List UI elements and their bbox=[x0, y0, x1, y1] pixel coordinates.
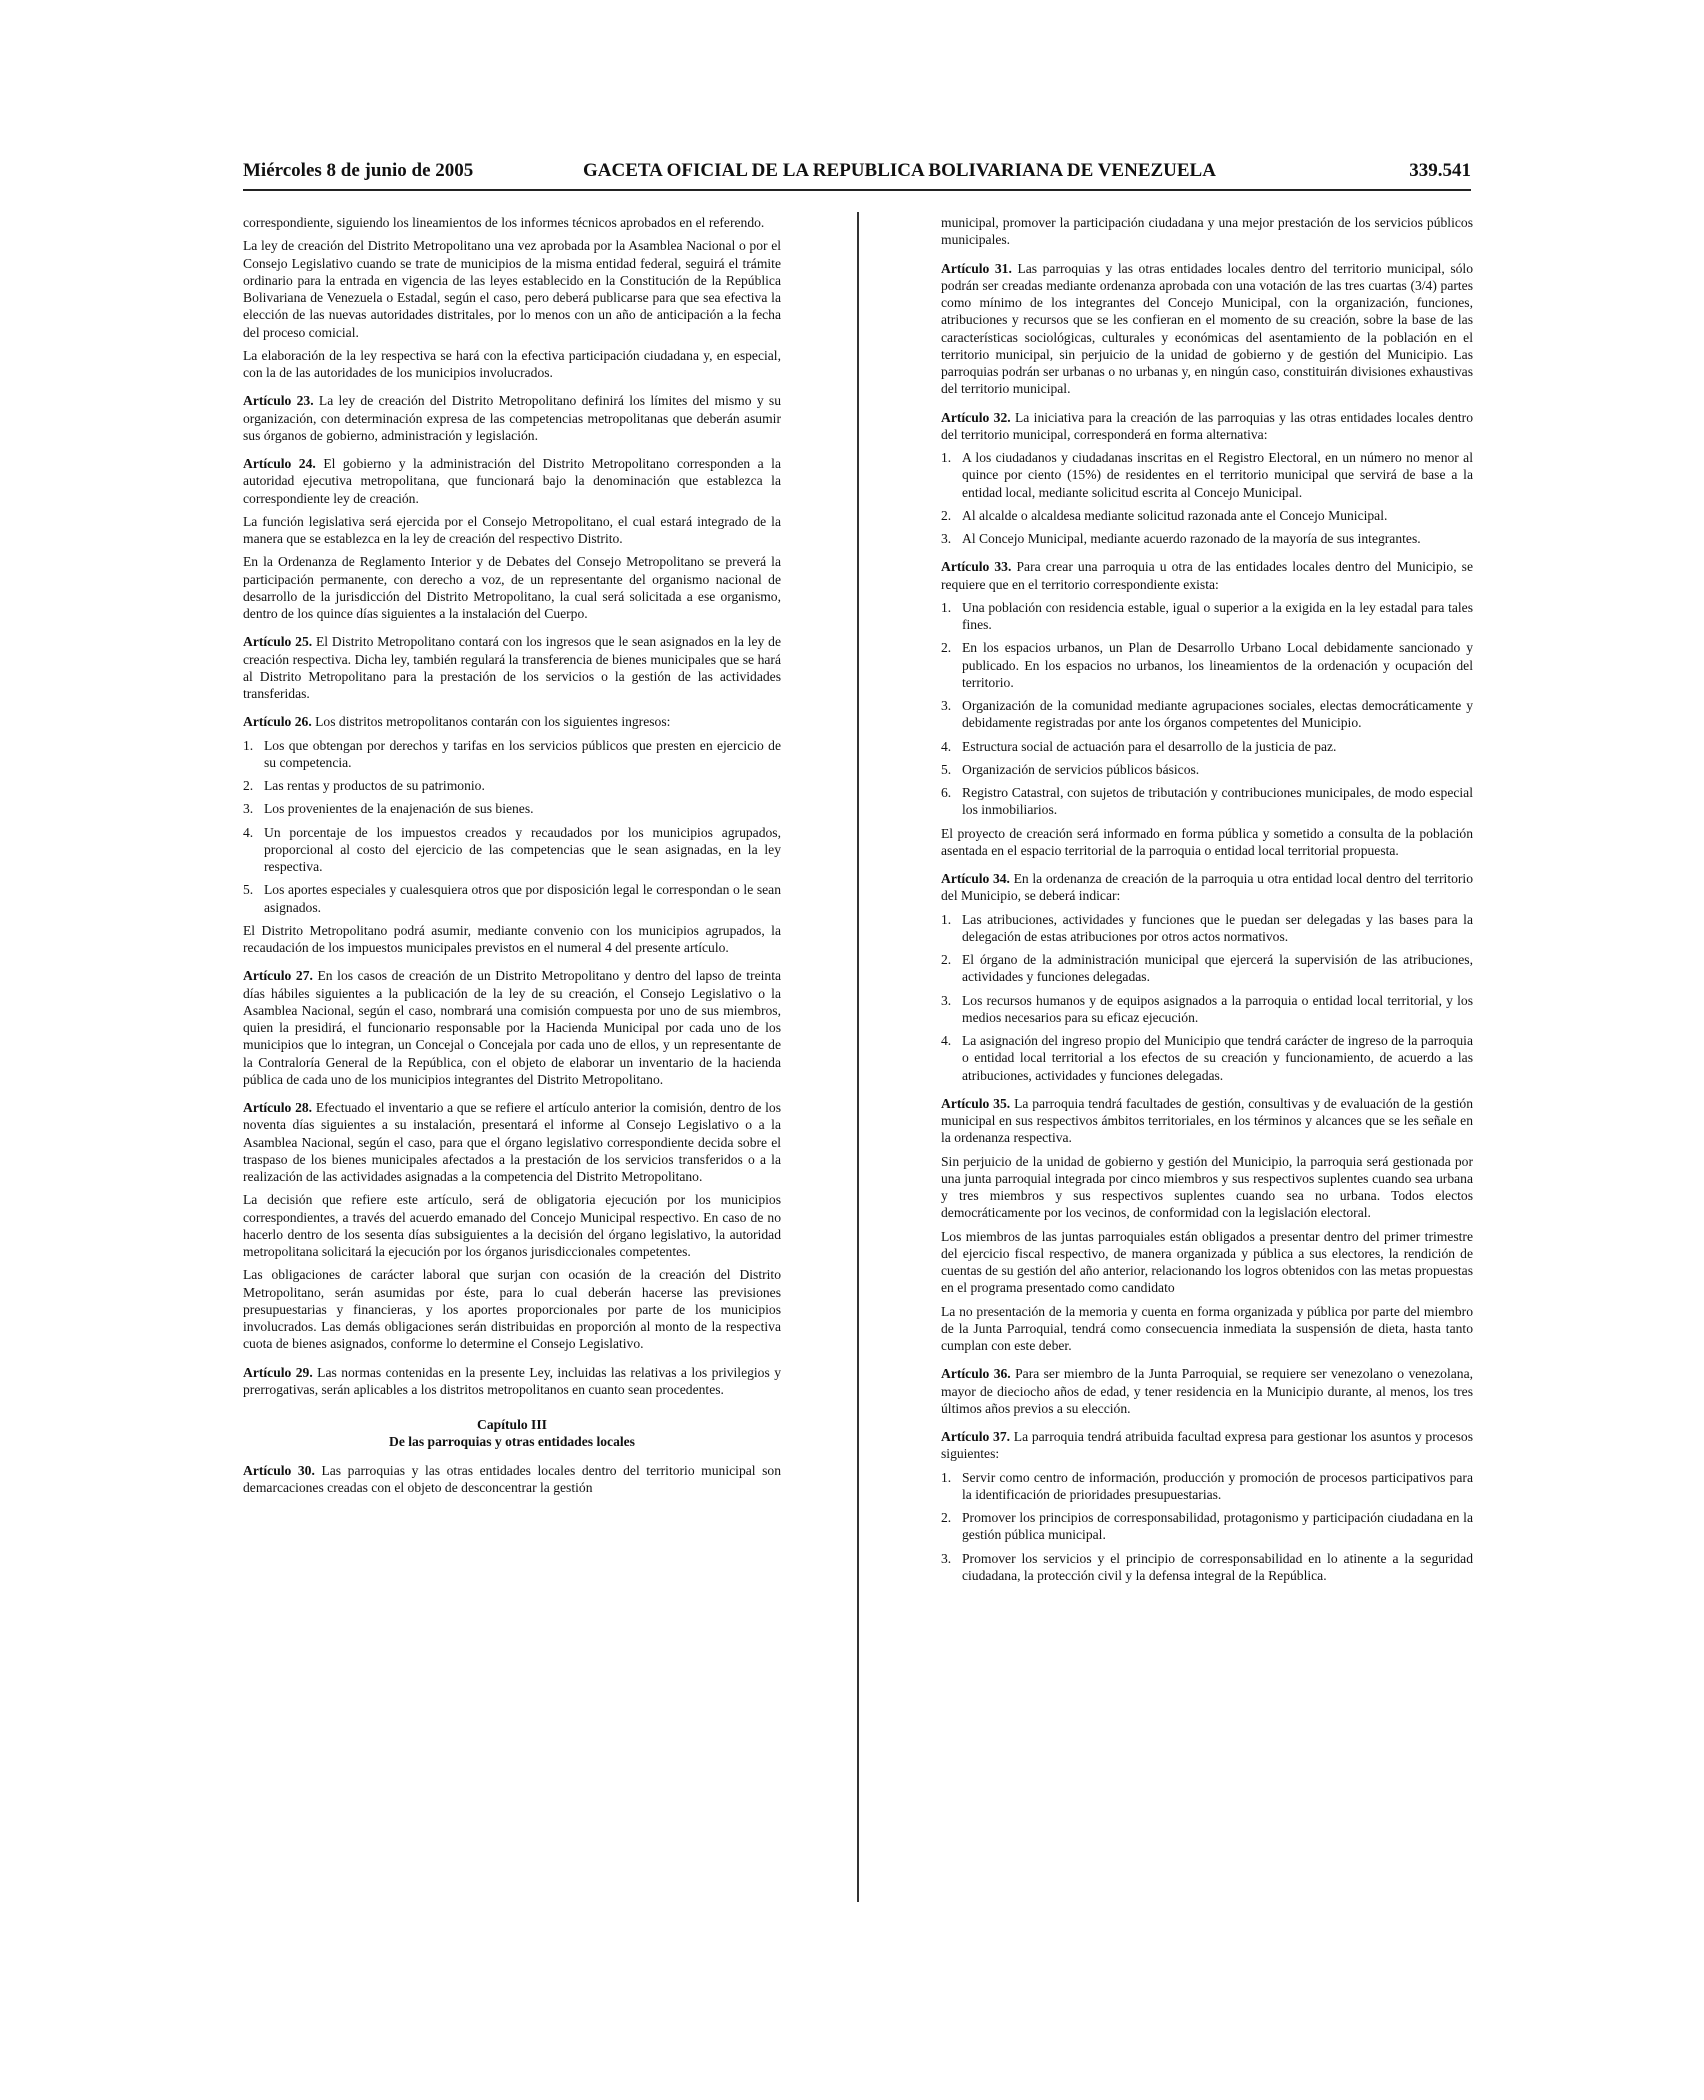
list-item-text: En los espacios urbanos, un Plan de Desarrollo Urbano Local debidamente sancionado y publicado. En los espacios no urbanos, los lineamientos de la ordenación y ocupación del territorio. bbox=[962, 640, 1473, 690]
list-item-text: Los aportes especiales y cualesquiera otros que por disposición legal le correspondan o le sean asignados. bbox=[264, 882, 781, 915]
article-paragraph bbox=[243, 1099, 781, 1185]
article-label: Artículo 33. bbox=[941, 559, 1012, 575]
list-item-number: 1. bbox=[941, 1469, 952, 1485]
article-label: Artículo 34. bbox=[941, 871, 1010, 886]
list-item bbox=[941, 738, 1473, 755]
article-text: En los casos de creación de un Distrito Metropolitano y dentro del lapso de treinta días hábiles siguientes a la publicación de la ley de su creación, el Consejo Legislativo o la Asamblea Nacional, según el caso, nombrará una comisión compuesta por uno de sus miembros, quien la presidirá, el funcionario responsable por la Hacienda Municipal por cada uno de los municipios que lo integran, un Concejal o Concejala por cada uno de ellos, y un representante de la Contraloría General de la República, con el objeto de elaborar un inventario de la hacienda pública de cada uno de los municipios integrantes del Distrito Metropolitano. bbox=[243, 968, 782, 1087]
article-label: Artículo 27. bbox=[243, 968, 313, 984]
numbered-list bbox=[941, 911, 1473, 1084]
list-item bbox=[941, 1469, 1473, 1504]
article-label: Artículo 28. bbox=[243, 1100, 313, 1115]
article-paragraph bbox=[243, 713, 781, 730]
list-item bbox=[243, 737, 781, 772]
list-item bbox=[941, 761, 1473, 778]
article-text: La parroquia tendrá atribuida facultad expresa para gestionar los asuntos y procesos siguientes: bbox=[941, 1429, 1473, 1462]
list-item-text: Promover los principios de corresponsabilidad, protagonismo y participación ciudadana en la gestión pública municipal. bbox=[962, 1510, 1473, 1543]
list-item-number: 3. bbox=[941, 698, 952, 713]
paragraph: correspondiente, siguiendo los lineamientos de los informes técnicos aprobados en el referendo. bbox=[243, 215, 765, 230]
article-text: Efectuado el inventario a que se refiere el artículo anterior la comisión, dentro de los noventa días siguientes a su instalación, presentará el informe al Consejo Legislativo o a la Asamblea Nacional, según el caso, para que el órgano legislativo correspondiente decida sobre el traspaso de los bienes municipales afectados a la prestación de los servicios transferidos o a la realización de las actividades asignadas a la competencia del Distrito Metropolitano. bbox=[243, 1100, 781, 1184]
article-paragraph bbox=[941, 260, 1473, 398]
header-date: Miércoles 8 de junio de 2005 bbox=[243, 160, 474, 181]
article-text: Los distritos metropolitanos contarán con los siguientes ingresos: bbox=[315, 714, 671, 730]
article-text: El Distrito Metropolitano contará con los ingresos que le sean asignados en la ley de creación respectiva. Dicha ley, también regulará la transferencia de bienes municipales que se hará al Distrito Metropolitano para la prestación de los servicios o la gestión de las actividades transferidas. bbox=[243, 634, 781, 701]
article-paragraph bbox=[243, 455, 781, 507]
list-item-text: Registro Catastral, con sujetos de tributación y contribuciones municipales, de modo especial los inmobiliarios. bbox=[962, 785, 1473, 818]
list-item-text: Un porcentaje de los impuestos creados y recaudados por los municipios agrupados, proporcional al costo del ejercicio de las competencias que le sean asignadas, en la ley respectiva. bbox=[264, 824, 781, 874]
list-item-text: Estructura social de actuación para el desarrollo de la justicia de paz. bbox=[962, 738, 1337, 754]
article-label: Artículo 29. bbox=[243, 1364, 313, 1380]
paragraph: La decisión que refiere este artículo, será de obligatoria ejecución por los municipios correspondientes, a través del acuerdo emanado del Concejo Municipal respectivo. En caso de no hacerlo dentro de los sesenta días subsiguientes a la decisión del órgano legislativo, la autoridad metropolitana solicitará la ejecución por los órganos jurisdiccionales competentes. bbox=[243, 1192, 781, 1259]
article-text: Las parroquias y las otras entidades locales dentro del territorio municipal son demarcaciones creadas con el objeto de desconcentrar la gestión bbox=[243, 1462, 781, 1495]
list-item bbox=[941, 599, 1473, 634]
article-paragraph bbox=[243, 1364, 781, 1399]
paragraph: La no presentación de la memoria y cuenta en forma organizada y pública por parte del miembro de la Junta Parroquial, tendrá como consecuencia inmediata la suspensión de dieta, hasta tanto cumplan con este deber. bbox=[941, 1303, 1473, 1353]
list-item-number: 1. bbox=[941, 450, 952, 465]
article-text: Las normas contenidas en la presente Ley, incluidas las relativas a los privilegios y prerrogativas, serán aplicables a los distritos metropolitanos en cuanto sean procedentes. bbox=[243, 1364, 781, 1397]
list-item-number: 2. bbox=[941, 640, 952, 656]
list-item-text: Al Concejo Municipal, mediante acuerdo razonado de la mayoría de sus integrantes. bbox=[962, 531, 1421, 546]
list-item-text: Las rentas y productos de su patrimonio. bbox=[264, 778, 485, 793]
list-item-text: Los que obtengan por derechos y tarifas en los servicios públicos que presten en ejercicio de su competencia. bbox=[264, 737, 781, 770]
numbered-list bbox=[941, 449, 1473, 547]
article-paragraph bbox=[243, 633, 781, 702]
list-item-number: 3. bbox=[941, 992, 952, 1008]
list-item bbox=[941, 1032, 1473, 1084]
article-paragraph bbox=[941, 870, 1473, 905]
list-item bbox=[941, 449, 1473, 501]
chapter-title: Capítulo III bbox=[477, 1417, 547, 1432]
chapter-heading bbox=[243, 1416, 781, 1451]
list-item-text: Los recursos humanos y de equipos asignados a la parroquia o entidad local territorial, y los medios necesarios para su eficaz ejecución. bbox=[962, 992, 1473, 1025]
chapter-subtitle: De las parroquias y otras entidades locales bbox=[389, 1434, 635, 1450]
paragraph: Los miembros de las juntas parroquiales están obligados a presentar dentro del primer trimestre del ejercicio fiscal respectivo, de manera organizada y pública a sus electores, la rendición de cuentas de su gestión del año anterior, relacionando los logros obtenidos con las metas propuestas en el programa presentado como candidato bbox=[941, 1228, 1473, 1296]
article-text: Para crear una parroquia u otra de las entidades locales dentro del Municipio, se requiere que en el territorio correspondiente exista: bbox=[941, 559, 1473, 592]
list-item-number: 5. bbox=[941, 761, 952, 777]
numbered-list bbox=[243, 737, 781, 916]
page-header bbox=[243, 160, 1471, 188]
list-item-number: 1. bbox=[941, 911, 952, 927]
header-page-number: 339.541 bbox=[1409, 160, 1471, 181]
list-item-number: 1. bbox=[941, 599, 952, 615]
list-item-number: 2. bbox=[941, 507, 952, 523]
list-item-text: A los ciudadanos y ciudadanas inscritas en el Registro Electoral, en un número no menor al quince por ciento (15%) de residentes en el territorio municipal que servirá de base a la entidad local, mediante solicitud escrita al Concejo Municipal. bbox=[962, 450, 1473, 500]
article-label: Artículo 24. bbox=[243, 456, 316, 471]
numbered-list bbox=[941, 1469, 1473, 1585]
article-paragraph bbox=[243, 1462, 781, 1497]
list-item-text: Servir como centro de información, producción y promoción de procesos participativos para la identificación de prioridades presupuestarias. bbox=[962, 1469, 1473, 1502]
list-item-number: 4. bbox=[941, 1033, 952, 1048]
paragraph: El Distrito Metropolitano podrá asumir, mediante convenio con los municipios agrupados, la recaudación de los impuestos municipales previstos en el numeral 4 del presente artículo. bbox=[243, 922, 781, 955]
list-item bbox=[941, 530, 1473, 547]
numbered-list bbox=[941, 599, 1473, 819]
list-item-text: Una población con residencia estable, igual o superior a la exigida en la ley estadal para tales fines. bbox=[962, 599, 1473, 632]
list-item-text: Promover los servicios y el principio de corresponsabilidad en lo atinente a la seguridad ciudadana, la protección civil y la defensa integral de la República. bbox=[962, 1550, 1473, 1583]
list-item-number: 2. bbox=[243, 778, 254, 793]
article-label: Artículo 35. bbox=[941, 1095, 1011, 1111]
article-text: La iniciativa para la creación de las parroquias y las otras entidades locales dentro del territorio municipal, corresponderá en forma alternativa: bbox=[941, 409, 1473, 442]
article-label: Artículo 25. bbox=[243, 634, 313, 650]
article-text: Las parroquias y las otras entidades locales dentro del territorio municipal, sólo podrán ser creadas mediante ordenanza aprobada con una votación de las tres cuartas (3/4) partes como mínimo de los integrantes del Concejo Municipal, con la organización, funciones, atribuciones y recursos que se les confieran en el momento de su creación, sobre la base de las características sociológicas, culturales y económicas del asentamiento de la población en el territorio municipal, sin perjuicio de la unidad de gobierno y de gestión del Municipio. Las parroquias podrán ser urbanas o no urbanas y, en ningún caso, constituirán divisiones exhaustivas del territorio municipal. bbox=[941, 260, 1473, 397]
list-item bbox=[941, 951, 1473, 986]
list-item-text: Organización de servicios públicos básicos. bbox=[962, 761, 1200, 777]
list-item-text: Al alcalde o alcaldesa mediante solicitud razonada ante el Concejo Municipal. bbox=[962, 507, 1388, 523]
article-paragraph bbox=[941, 558, 1473, 593]
list-item-number: 5. bbox=[243, 882, 254, 898]
paragraph: La ley de creación del Distrito Metropolitano una vez aprobada por la Asamblea Nacional o por el Consejo Legislativo cuando se trate de municipios de la misma entidad federal, seguirá el trámite ordinario para la entrada en vigencia de las leyes establecido en la Constitución de la República Bolivariana de Venezuela o Estadal, según el caso, pero deberá publicarse para que sea efectiva la elección de las nuevas autoridades distritales, por lo menos con un año de anticipación a la fecha del proceso comicial. bbox=[243, 238, 781, 340]
list-item-text: El órgano de la administración municipal que ejercerá la supervisión de las atribuciones, actividades y funciones delegadas. bbox=[962, 952, 1473, 985]
list-item bbox=[243, 824, 781, 876]
list-item-text: Los provenientes de la enajenación de sus bienes. bbox=[264, 801, 534, 817]
paragraph: municipal, promover la participación ciudadana y una mejor prestación de los servicios públicos municipales. bbox=[941, 215, 1473, 248]
paragraph: El proyecto de creación será informado en forma pública y sometido a consulta de la población asentada en el espacio territorial de la parroquia o entidad local territorial propuesta. bbox=[941, 825, 1473, 858]
paragraph: Sin perjuicio de la unidad de gobierno y gestión del Municipio, la parroquia será gestionada por una junta parroquial integrada por cinco miembros y sus respectivos suplentes cuando sea urbana y tres miembros y sus respectivos suplentes cuando sea no urbana. Todos electos democráticamente por los vecinos, de conformidad con la legislación electoral. bbox=[941, 1153, 1473, 1221]
article-label: Artículo 31. bbox=[941, 260, 1012, 276]
article-label: Artículo 26. bbox=[243, 714, 312, 730]
list-item-number: 3. bbox=[941, 1550, 952, 1566]
list-item-number: 2. bbox=[941, 1510, 952, 1525]
article-label: Artículo 23. bbox=[243, 393, 314, 409]
list-item-text: La asignación del ingreso propio del Municipio que tendrá carácter de ingreso de la parroquia o entidad local territorial a los efectos de su creación y funcionamiento, de acuerdo a las atribuciones, actividades y funciones delegadas. bbox=[962, 1033, 1473, 1083]
article-text: La ley de creación del Distrito Metropolitano definirá los límites del mismo y su organización, con determinación expresa de las competencias metropolitanas que deberán asumir sus órganos de gobierno, administración y legislación. bbox=[243, 393, 781, 443]
list-item-number: 1. bbox=[243, 737, 254, 753]
list-item-number: 3. bbox=[941, 531, 952, 546]
list-item bbox=[941, 639, 1473, 691]
list-item bbox=[941, 911, 1473, 946]
right-column bbox=[941, 214, 1473, 1590]
article-label: Artículo 30. bbox=[243, 1462, 315, 1478]
list-item bbox=[941, 1509, 1473, 1544]
list-item-number: 2. bbox=[941, 952, 952, 967]
list-item bbox=[941, 784, 1473, 819]
list-item bbox=[941, 992, 1473, 1027]
article-paragraph bbox=[243, 392, 781, 444]
article-paragraph bbox=[941, 1095, 1473, 1147]
article-text: Para ser miembro de la Junta Parroquial, se requiere ser venezolano o venezolana, mayor de dieciocho años de edad, y tener residencia en la Municipio durante, al menos, los tres últimos años previos a su elección. bbox=[941, 1366, 1473, 1416]
list-item bbox=[941, 697, 1473, 732]
header-title: GACETA OFICIAL DE LA REPUBLICA BOLIVARIANA DE VENEZUELA bbox=[583, 160, 1216, 181]
left-column bbox=[243, 214, 781, 1502]
article-text: El gobierno y la administración del Distrito Metropolitano corresponden a la autoridad ejecutiva metropolitana, que funcionará bajo la denominación que establezca la correspondiente ley de creación. bbox=[243, 456, 781, 506]
article-text: La parroquia tendrá facultades de gestión, consultivas y de evaluación de la gestión municipal en sus respectivos ámbitos territoriales, en los términos y alcances que se les señale en la ordenanza respectiva. bbox=[941, 1095, 1474, 1146]
column-divider bbox=[857, 212, 859, 1902]
list-item bbox=[243, 777, 781, 794]
article-label: Artículo 36. bbox=[941, 1366, 1011, 1382]
article-label: Artículo 32. bbox=[941, 409, 1011, 425]
paragraph: Las obligaciones de carácter laboral que surjan con ocasión de la creación del Distrito Metropolitano, serán asumidas por éste, para lo cual deberán hacerse las previsiones presupuestarias y financieras, y los aportes proporcionales por parte de los municipios involucrados. Las demás obligaciones serán distribuidas en proporción al monto de la respectiva cuota de bienes asignados, conforme lo determine el Consejo Legislativo. bbox=[243, 1267, 781, 1352]
article-paragraph bbox=[243, 967, 781, 1088]
list-item bbox=[243, 800, 781, 817]
paragraph: La función legislativa será ejercida por el Consejo Metropolitano, el cual estará integrado de la manera que se establezca en la ley de creación del respectivo Distrito. bbox=[243, 513, 781, 546]
article-label: Artículo 37. bbox=[941, 1429, 1011, 1444]
list-item bbox=[941, 1550, 1473, 1585]
list-item-number: 4. bbox=[243, 824, 254, 840]
article-paragraph bbox=[941, 409, 1473, 444]
list-item-number: 3. bbox=[243, 801, 254, 817]
list-item bbox=[941, 507, 1473, 524]
list-item-text: Organización de la comunidad mediante agrupaciones sociales, electas democráticamente y debidamente registradas por ante los órganos competentes del Municipio. bbox=[962, 698, 1473, 731]
list-item-text: Las atribuciones, actividades y funciones que le puedan ser delegadas y las bases para la delegación de estas atribuciones por otros actos normativos. bbox=[962, 911, 1473, 944]
list-item-number: 6. bbox=[941, 785, 952, 800]
list-item-number: 4. bbox=[941, 738, 952, 754]
paragraph: La elaboración de la ley respectiva se hará con la efectiva participación ciudadana y, en especial, con la de las autoridades de los municipios involucrados. bbox=[243, 347, 781, 380]
article-text: En la ordenanza de creación de la parroquia u otra entidad local dentro del territorio del Municipio, se deberá indicar: bbox=[941, 871, 1474, 904]
article-paragraph bbox=[941, 1428, 1473, 1463]
list-item bbox=[243, 881, 781, 916]
paragraph: En la Ordenanza de Reglamento Interior y de Debates del Consejo Metropolitano se preverá la participación permanente, con derecho a voz, de un representante del organismo nacional de desarrollo de la jurisdicción del Distrito Metropolitano, la cual será solicitada a ese organismo, dentro de los quince días siguientes a la instalación del Cuerpo. bbox=[243, 554, 781, 621]
header-rule bbox=[243, 189, 1471, 191]
article-paragraph bbox=[941, 1365, 1473, 1417]
